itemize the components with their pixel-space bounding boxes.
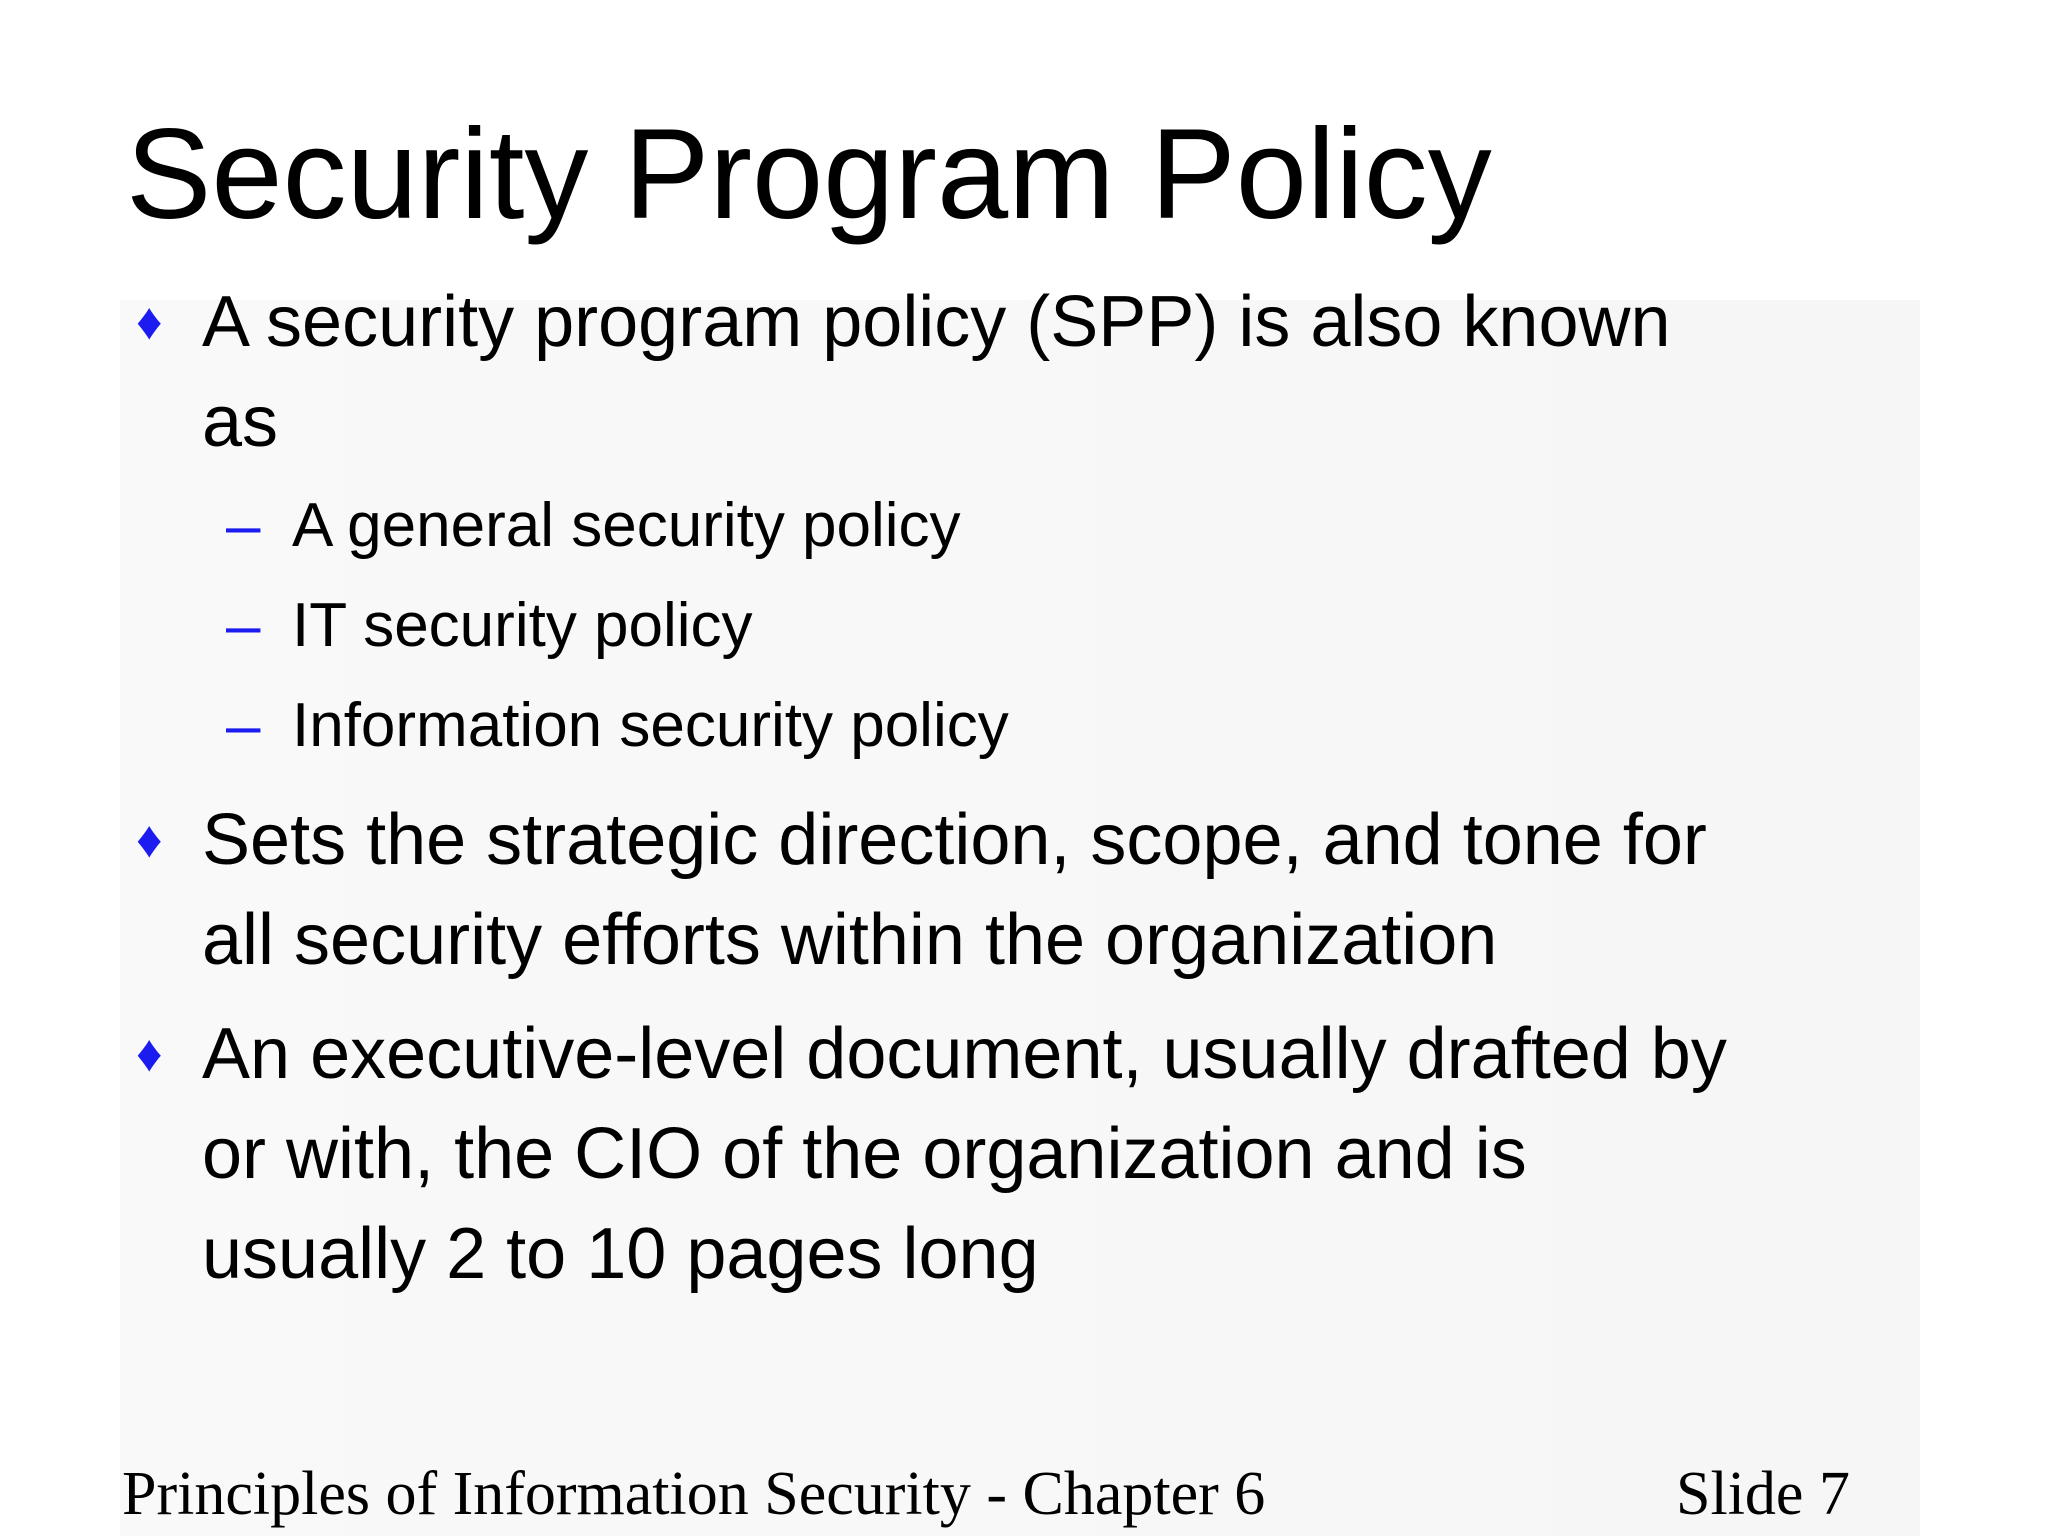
sub-item (226, 676, 1009, 776)
bullet-text (202, 272, 2042, 472)
diamond-bullet-icon: ♦ (136, 293, 163, 351)
dash-bullet-icon: – (226, 691, 261, 760)
bullet-line: all security efforts within the organization (202, 900, 1498, 980)
sub-item-text: A general security policy (292, 491, 961, 560)
bullet-line: An executive-level document, usually drafted by (202, 1014, 1727, 1094)
footer-chapter-label: Principles of Information Security - Chapter 6 (122, 1460, 1266, 1528)
bullet-line: or with, the CIO of the organization and is (202, 1114, 1527, 1194)
sub-item (226, 576, 753, 676)
bullet-text (202, 1004, 2042, 1304)
sub-item (226, 476, 961, 576)
dash-bullet-icon: – (226, 591, 261, 660)
footer-slide-number: Slide 7 (1676, 1460, 1850, 1528)
bullet-line: A security program policy (SPP) is also known (202, 282, 1671, 362)
diamond-bullet-icon: ♦ (136, 811, 163, 869)
bullet-line: usually 2 to 10 pages long (202, 1214, 1039, 1294)
bullet-line: as (202, 382, 279, 462)
sub-item-text: IT security policy (292, 591, 753, 660)
bullet-text (202, 790, 2042, 990)
sub-item-text: Information security policy (292, 691, 1009, 760)
bullet-line: Sets the strategic direction, scope, and tone for (202, 800, 1707, 880)
diamond-bullet-icon: ♦ (136, 1025, 163, 1083)
dash-bullet-icon: – (226, 491, 261, 560)
slide-title: Security Program Policy (126, 103, 1492, 246)
